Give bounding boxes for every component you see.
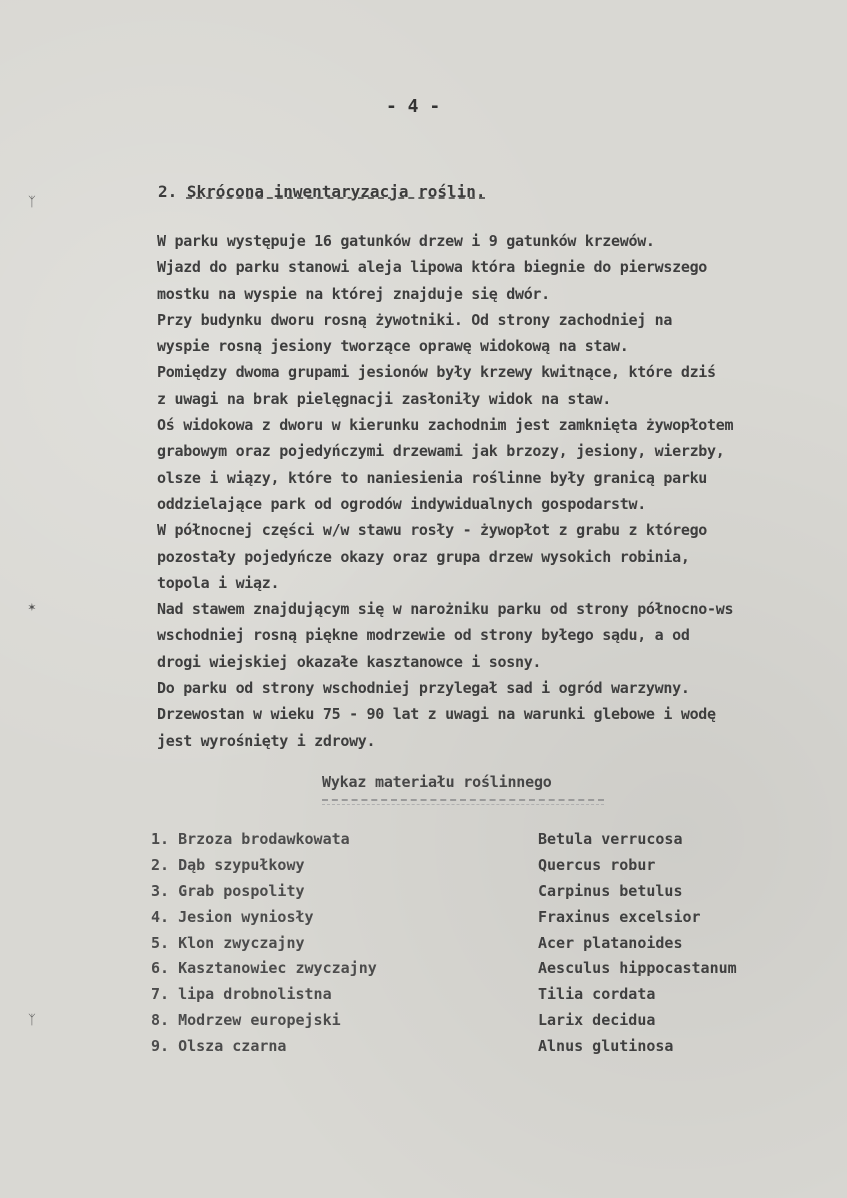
body-paragraph bbox=[157, 228, 847, 754]
body-line: Drzewostan w wieku 75 - 90 lat z uwagi na warunki glebowe i wodę bbox=[157, 705, 716, 724]
body-line: W parku występuje 16 gatunków drzew i 9 gatunków krzewów. bbox=[157, 232, 655, 250]
section-title: Skrócona inwentaryzacja roślin. bbox=[186, 182, 486, 201]
plant-latin-name: Quercus robur bbox=[538, 855, 656, 874]
body-line: W północnej części w/w stawu rosły - żywopłot z grabu z którego bbox=[157, 521, 708, 540]
body-line: grabowym oraz pojedyńczymi drzewami jak brzozy, jesiony, wierzby, bbox=[157, 442, 725, 461]
body-line: olsze i wiązy, które to naniesienia roślinne były granicą parku bbox=[157, 468, 708, 487]
body-line: wyspie rosną jesiony tworzące oprawę widokową na staw. bbox=[157, 337, 629, 356]
plant-latin-name: Betula verrucosa bbox=[538, 830, 683, 848]
plant-latin-name: Fraxinus excelsior bbox=[538, 907, 701, 926]
plant-latin-name: Aesculus hippocastanum bbox=[538, 959, 737, 978]
plant-list-item bbox=[0, 934, 847, 960]
body-line: topola i wiąz. bbox=[157, 573, 280, 592]
plant-polish-name: 3. Grab pospolity bbox=[151, 881, 305, 900]
body-line: pozostały pojedyńcze okazy oraz grupa drzew wysokich robinia, bbox=[157, 547, 690, 566]
body-line: Oś widokowa z dworu w kierunku zachodnim jest zamknięta żywopłotem bbox=[157, 416, 734, 435]
plant-list-item bbox=[0, 959, 847, 985]
section-heading bbox=[158, 182, 486, 201]
margin-mark: ᛉ bbox=[28, 195, 36, 210]
plant-polish-name: 9. Olsza czarna bbox=[151, 1037, 287, 1056]
body-line: oddzielające park od ogrodów indywidualnych gospodarstw. bbox=[157, 494, 646, 513]
body-line: Wjazd do parku stanowi aleja lipowa która biegnie do pierwszego bbox=[157, 258, 708, 277]
plant-polish-name: 6. Kasztanowiec zwyczajny bbox=[151, 959, 377, 978]
plant-polish-name: 4. Jesion wyniosły bbox=[151, 907, 314, 926]
plant-list-item bbox=[0, 830, 847, 856]
body-line: mostku na wyspie na której znajduje się dwór. bbox=[157, 284, 550, 303]
body-line: Przy budynku dworu rosną żywotniki. Od strony zachodniej na bbox=[157, 310, 673, 329]
plant-list-item bbox=[0, 1011, 847, 1037]
section-number: 2. bbox=[158, 182, 178, 201]
body-line: jest wyrośnięty i zdrowy. bbox=[157, 731, 376, 750]
plant-polish-name: 7. lipa drobnolistna bbox=[151, 985, 332, 1004]
plant-list-item bbox=[0, 882, 847, 908]
body-line: z uwagi na brak pielęgnacji zasłoniły widok na staw. bbox=[157, 389, 612, 408]
plant-list-item bbox=[0, 856, 847, 882]
body-line: Pomiędzy dwoma grupami jesionów były krzewy kwitnące, które dziś bbox=[157, 363, 716, 382]
plant-list-item bbox=[0, 1037, 847, 1063]
plant-polish-name: 2. Dąb szypułkowy bbox=[151, 855, 305, 874]
plant-latin-name: Larix decidua bbox=[538, 1011, 656, 1030]
plant-list-title: Wykaz materiału roślinnego bbox=[322, 773, 552, 791]
plant-latin-name: Tilia cordata bbox=[538, 985, 656, 1004]
margin-mark: ✶ bbox=[28, 600, 36, 615]
plant-latin-name: Carpinus betulus bbox=[538, 881, 683, 900]
margin-mark: ᛉ bbox=[28, 1013, 36, 1028]
plant-polish-name: 1. Brzoza brodawkowata bbox=[151, 830, 350, 848]
plant-list-item bbox=[0, 908, 847, 934]
body-line: Nad stawem znajdującym się w narożniku parku od strony północno-ws bbox=[157, 600, 734, 619]
plant-list bbox=[0, 830, 847, 1063]
body-line: Do parku od strony wschodniej przylegał sad i ogród warzywny. bbox=[157, 679, 690, 698]
body-line: drogi wiejskiej okazałe kasztanowce i sosny. bbox=[157, 652, 542, 671]
page-number: - 4 - bbox=[386, 96, 441, 117]
body-line: wschodniej rosną piękne modrzewie od strony byłego sądu, a od bbox=[157, 626, 690, 645]
plant-list-item bbox=[0, 985, 847, 1011]
title-underline bbox=[322, 799, 604, 805]
plant-polish-name: 5. Klon zwyczajny bbox=[151, 933, 305, 952]
plant-latin-name: Acer platanoides bbox=[538, 933, 683, 952]
plant-latin-name: Alnus glutinosa bbox=[538, 1037, 674, 1056]
plant-polish-name: 8. Modrzew europejski bbox=[151, 1011, 341, 1030]
